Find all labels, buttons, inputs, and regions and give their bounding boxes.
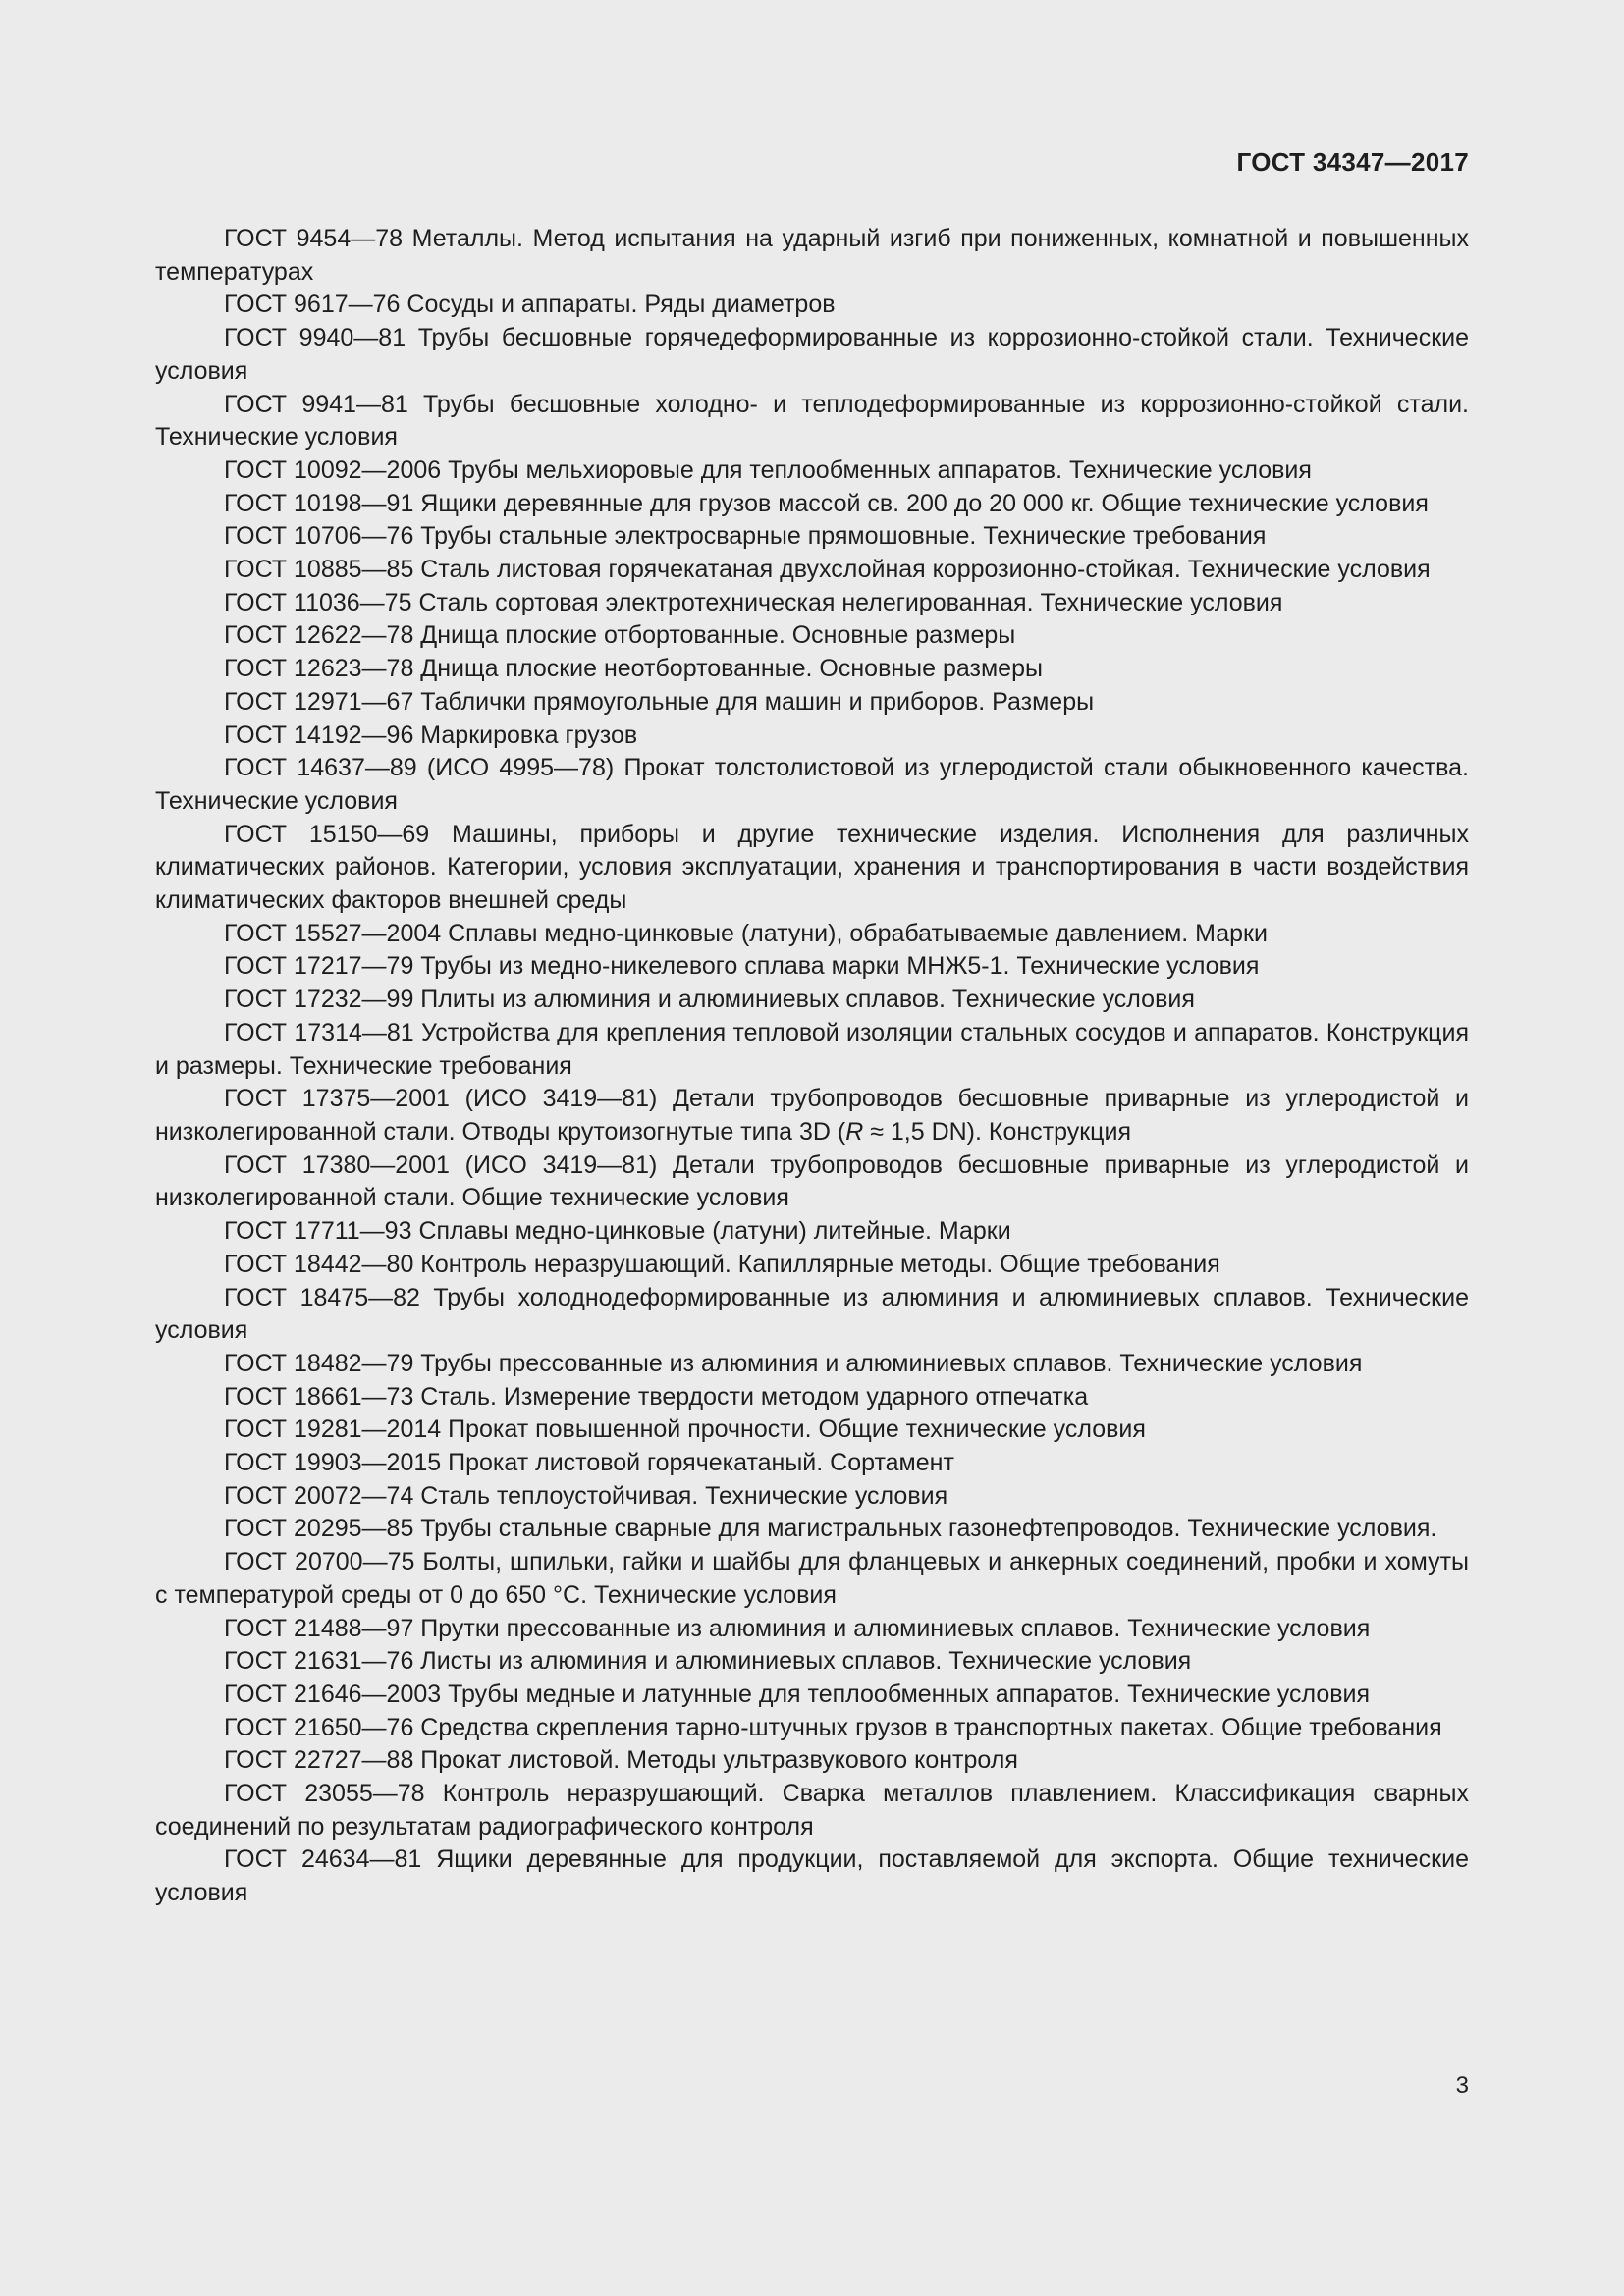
reference-item: ГОСТ 17314—81 Устройства для крепления тепловой изоляции стальных сосудов и аппаратов. Конструкция и размеры. Технические требования [155, 1018, 1469, 1080]
reference-item: ГОСТ 17380—2001 (ИСО 3419—81) Детали трубопроводов бесшовные приварные из углеродистой и низколегированной стали. Общие технические условия [155, 1150, 1469, 1212]
reference-item: ГОСТ 18442—80 Контроль неразрушающий. Капиллярные методы. Общие требования [224, 1250, 1220, 1278]
reference-item: ГОСТ 14192—96 Маркировка грузов [224, 721, 638, 749]
reference-item: ГОСТ 10885—85 Сталь листовая горячекатаная двухслойная коррозионно-стойкая. Технические условия [224, 556, 1431, 584]
reference-item: ГОСТ 23055—78 Контроль неразрушающий. Сварка металлов плавлением. Классификация сварных соединений по результатам радиографического контроля [155, 1780, 1469, 1841]
reference-item: ГОСТ 10198—91 Ящики деревянные для грузов массой св. 200 до 20 000 кг. Общие технические условия [224, 489, 1429, 517]
reference-item: ГОСТ 11036—75 Сталь сортовая электротехническая нелегированная. Технические условия [224, 588, 1283, 616]
reference-item: ГОСТ 17232—99 Плиты из алюминия и алюминиевых сплавов. Технические условия [224, 986, 1195, 1014]
reference-item: ГОСТ 15150—69 Машины, приборы и другие технические изделия. Исполнения для различных климатических районов. Категории, условия эксплуатации, хранения и транспортирования в части воздействия климатических факторов внешней среды [155, 820, 1469, 915]
reference-item: ГОСТ 21650—76 Средства скрепления тарно-штучных грузов в транспортных пакетах. Общие требования [224, 1713, 1442, 1741]
reference-list [155, 223, 1469, 1910]
page-number: 3 [1455, 2072, 1469, 2099]
reference-item: ГОСТ 9454—78 Металлы. Метод испытания на ударный изгиб при пониженных, комнатной и повышенных температурах [155, 225, 1469, 286]
reference-item: ГОСТ 17711—93 Сплавы медно-цинковые (латуни) литейные. Марки [224, 1217, 1011, 1246]
reference-item: ГОСТ 18661—73 Сталь. Измерение твердости методом ударного отпечатка [224, 1382, 1089, 1411]
reference-item: ГОСТ 14637—89 (ИСО 4995—78) Прокат толстолистовой из углеродистой стали обыкновенного качества. Технические условия [155, 754, 1469, 815]
reference-item: ГОСТ 21488—97 Прутки прессованные из алюминия и алюминиевых сплавов. Технические условия [224, 1614, 1371, 1642]
reference-item: ГОСТ 15527—2004 Сплавы медно-цинковые (латуни), обрабатываемые давлением. Марки [224, 919, 1268, 947]
reference-item: ГОСТ 9617—76 Сосуды и аппараты. Ряды диаметров [224, 291, 836, 319]
reference-item: ГОСТ 19281—2014 Прокат повышенной прочности. Общие технические условия [224, 1415, 1146, 1444]
reference-item: ГОСТ 9940—81 Трубы бесшовные горячедеформированные из коррозионно-стойкой стали. Технические условия [155, 324, 1469, 385]
document-header: ГОСТ 34347—2017 [1236, 147, 1469, 177]
reference-item: ГОСТ 17375—2001 (ИСО 3419—81) Детали трубопроводов бесшовные приварные из углеродистой и низколегированной стали. Отводы крутоизогнутые типа 3D (R ≈ 1,5 DN). Конструкция [155, 1085, 1469, 1146]
reference-item: ГОСТ 10092—2006 Трубы мельхиоровые для теплообменных аппаратов. Технические условия [224, 455, 1312, 484]
reference-item: ГОСТ 22727—88 Прокат листовой. Методы ультразвукового контроля [224, 1746, 1018, 1775]
reference-item: ГОСТ 24634—81 Ящики деревянные для продукции, поставляемой для экспорта. Общие технические условия [155, 1845, 1469, 1907]
reference-item: ГОСТ 19903—2015 Прокат листовой горячекатаный. Сортамент [224, 1449, 954, 1477]
radius-symbol: R [845, 1117, 864, 1146]
reference-item: ГОСТ 17217—79 Трубы из медно-никелевого сплава марки МНЖ5-1. Технические условия [224, 952, 1260, 981]
reference-item: ГОСТ 9941—81 Трубы бесшовные холодно- и теплодеформированные из коррозионно-стойкой стали. Технические условия [155, 390, 1469, 452]
reference-item: ГОСТ 10706—76 Трубы стальные электросварные прямошовные. Технические требования [224, 522, 1267, 551]
reference-item: ГОСТ 12971—67 Таблички прямоугольные для машин и приборов. Размеры [224, 687, 1095, 716]
reference-item: ГОСТ 18475—82 Трубы холоднодеформированные из алюминия и алюминиевых сплавов. Технические условия [155, 1283, 1469, 1345]
reference-item: ГОСТ 12622—78 Днища плоские отбортованные. Основные размеры [224, 621, 1016, 650]
reference-item: ГОСТ 12623—78 Днища плоские неотбортованные. Основные размеры [224, 655, 1043, 683]
reference-item: ГОСТ 20700—75 Болты, шпильки, гайки и шайбы для фланцевых и анкерных соединений, пробки и хомуты с температурой среды от 0 до 650 °С. Технические условия [155, 1548, 1469, 1609]
reference-item: ГОСТ 18482—79 Трубы прессованные из алюминия и алюминиевых сплавов. Технические условия [224, 1349, 1363, 1377]
reference-item: ГОСТ 20072—74 Сталь теплоустойчивая. Технические условия [224, 1481, 948, 1510]
reference-item: ГОСТ 21646—2003 Трубы медные и латунные для теплообменных аппаратов. Технические условия [224, 1680, 1371, 1708]
reference-item: ГОСТ 20295—85 Трубы стальные сварные для магистральных газонефтепроводов. Технические условия. [224, 1515, 1437, 1543]
reference-item: ГОСТ 21631—76 Листы из алюминия и алюминиевых сплавов. Технические условия [224, 1647, 1192, 1676]
